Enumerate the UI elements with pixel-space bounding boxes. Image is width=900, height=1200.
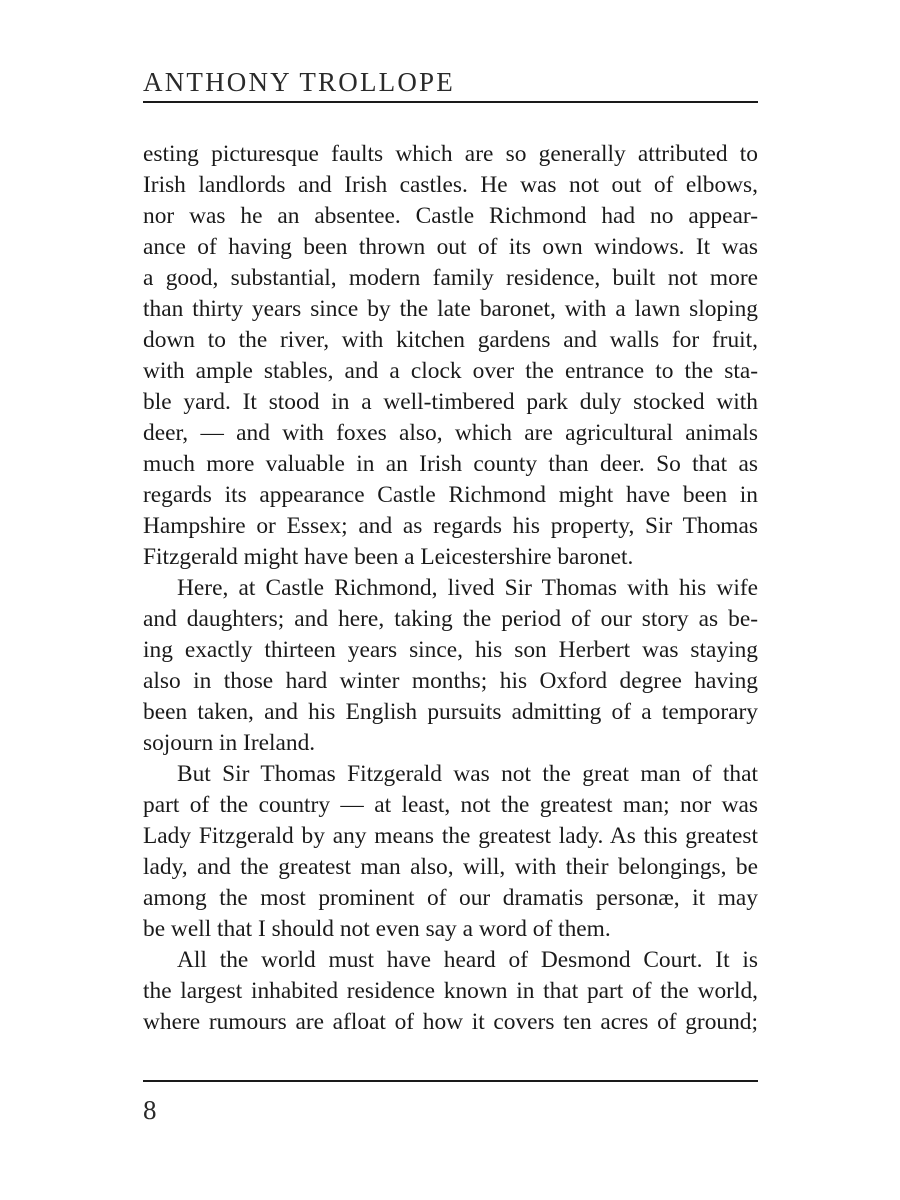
text-line: part of the country — at least, not the greatest man; nor was (143, 792, 758, 818)
text-line: ance of having been thrown out of its own windows. It was (143, 234, 758, 260)
text-line: Hampshire or Essex; and as regards his property, Sir Thomas (143, 513, 758, 539)
text-line: been taken, and his English pursuits admitting of a temporary (143, 699, 758, 725)
text-line: Irish landlords and Irish castles. He was not out of elbows, (143, 172, 758, 198)
page-number: 8 (143, 1095, 157, 1125)
text-line: down to the river, with kitchen gardens and walls for fruit, (143, 327, 758, 353)
body-text (143, 139, 758, 1038)
text-line: All the world must have heard of Desmond Court. It is (177, 947, 758, 973)
text-line: be well that I should not even say a word of them. (143, 916, 611, 942)
text-line: where rumours are afloat of how it covers ten acres of ground; (143, 1009, 758, 1035)
paragraph-3 (143, 759, 758, 945)
text-line: also in those hard winter months; his Oxford degree having (143, 668, 758, 694)
text-line: much more valuable in an Irish county than deer. So that as (143, 451, 758, 477)
paragraph-4 (143, 945, 758, 1038)
header-rule (143, 101, 758, 103)
text-line: a good, substantial, modern family residence, built not more (143, 265, 758, 291)
text-line: regards its appearance Castle Richmond might have been in (143, 482, 758, 508)
text-line: esting picturesque faults which are so generally attributed to (143, 141, 758, 167)
text-line: lady, and the greatest man also, will, with their belongings, be (143, 854, 758, 880)
text-line: and daughters; and here, taking the period of our story as be- (143, 606, 758, 632)
text-line: sojourn in Ireland. (143, 730, 316, 756)
paragraph-1 (143, 139, 758, 573)
text-line: But Sir Thomas Fitzgerald was not the great man of that (177, 761, 758, 787)
paragraph-2 (143, 573, 758, 759)
text-line: Here, at Castle Richmond, lived Sir Thomas with his wife (177, 575, 758, 601)
text-line: nor was he an absentee. Castle Richmond had no appear- (143, 203, 758, 229)
text-line: than thirty years since by the late baronet, with a lawn sloping (143, 296, 758, 322)
footer-rule (143, 1080, 758, 1082)
text-line: Lady Fitzgerald by any means the greatest lady. As this greatest (143, 823, 758, 849)
text-line: ble yard. It stood in a well-timbered park duly stocked with (143, 389, 758, 415)
text-line: the largest inhabited residence known in that part of the world, (143, 978, 758, 1004)
text-line: with ample stables, and a clock over the entrance to the sta- (143, 358, 758, 384)
text-line: Fitzgerald might have been a Leicestershire baronet. (143, 544, 634, 570)
running-header: ANTHONY TROLLOPE (143, 67, 455, 97)
text-line: deer, — and with foxes also, which are agricultural animals (143, 420, 758, 446)
text-line: ing exactly thirteen years since, his son Herbert was staying (143, 637, 758, 663)
text-line: among the most prominent of our dramatis personæ, it may (143, 885, 758, 911)
